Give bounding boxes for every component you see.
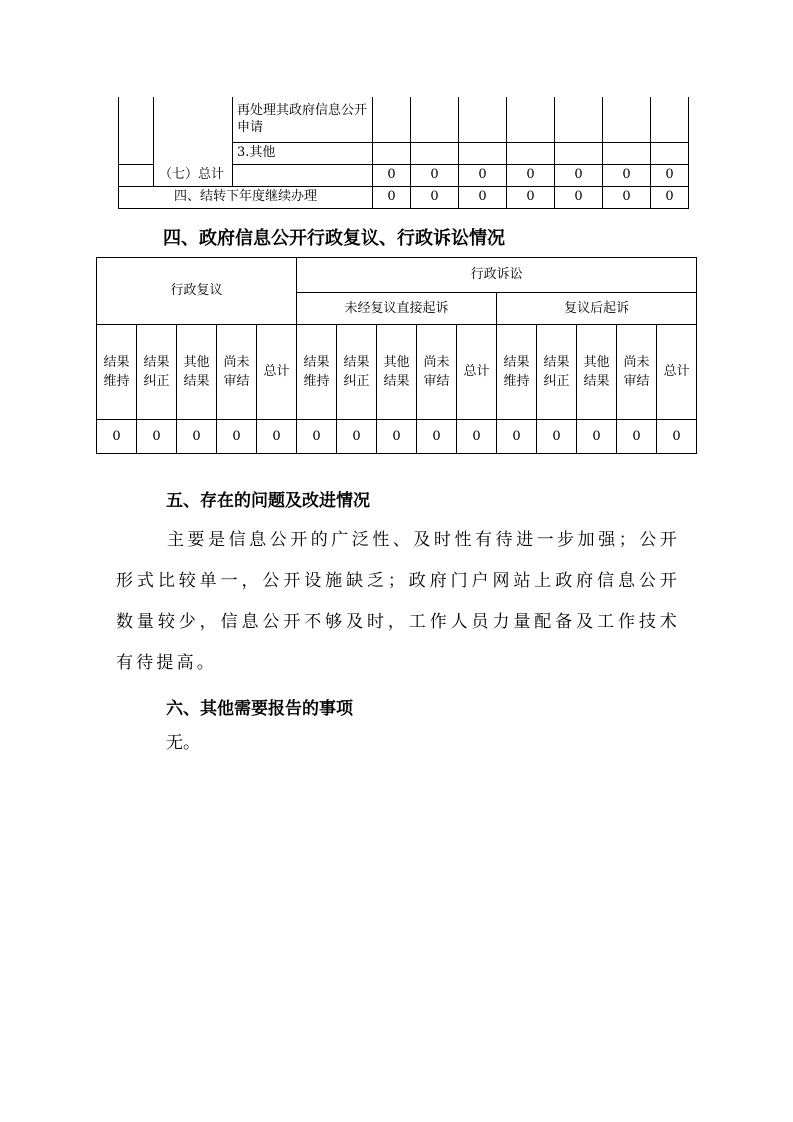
- table-cell-label: 3.其他: [233, 142, 373, 164]
- table-value: 0: [459, 164, 507, 186]
- column-header: 结果 纠正: [137, 325, 177, 420]
- column-header: 其他 结果: [177, 325, 217, 420]
- review-litigation-table: [96, 257, 697, 454]
- table-value: 0: [373, 186, 411, 208]
- table-value: 0: [603, 164, 651, 186]
- column-header: 尚未 审结: [617, 325, 657, 420]
- table-value: 0: [459, 186, 507, 208]
- section5-paragraph: 主要是信息公开的广泛性、及时性有待进一步加强；公开形式比较单一，公开设施缺乏；政府门户网站上政府信息公开数量较少，信息公开不够及时，工作人员力量配备及工作技术有待提高。: [116, 530, 680, 673]
- column-header: 总计: [257, 325, 297, 420]
- table-value: 0: [497, 420, 537, 454]
- section6-heading: 六、其他需要报告的事项: [166, 699, 353, 719]
- table-value: 0: [555, 164, 603, 186]
- table-cell: [411, 142, 459, 164]
- table-cell: [507, 97, 555, 142]
- table-value: 0: [297, 420, 337, 454]
- table-cell: [507, 142, 555, 164]
- table-cell: [459, 142, 507, 164]
- column-header: 其他 结果: [577, 325, 617, 420]
- table-value: 0: [411, 164, 459, 186]
- table-cell-label: 再处理其政府信息公开申请: [233, 97, 373, 142]
- after-review-suit-header: 复议后起诉: [497, 293, 697, 325]
- column-header: 结果 维持: [497, 325, 537, 420]
- table-value: 0: [377, 420, 417, 454]
- section4-heading: 四、政府信息公开行政复议、行政诉讼情况: [163, 228, 505, 249]
- table-value: 0: [417, 420, 457, 454]
- table-cell: [459, 97, 507, 142]
- table-row-values: [97, 420, 697, 454]
- table-value: 0: [651, 164, 689, 186]
- table-value: 0: [137, 420, 177, 454]
- section6-paragraph: 无。: [166, 733, 200, 753]
- direct-suit-header: 未经复议直接起诉: [297, 293, 497, 325]
- table-cell: [603, 97, 651, 142]
- column-header: 结果 维持: [297, 325, 337, 420]
- table-value: 0: [373, 164, 411, 186]
- table-value: 0: [651, 186, 689, 208]
- table-value: 0: [617, 420, 657, 454]
- column-header: 尚未 审结: [417, 325, 457, 420]
- column-header: 结果 维持: [97, 325, 137, 420]
- statistics-table-continued: [118, 97, 689, 209]
- table-value: 0: [97, 420, 137, 454]
- column-header: 结果 纠正: [337, 325, 377, 420]
- table-value: 0: [507, 164, 555, 186]
- admin-litigation-header: 行政诉讼: [297, 258, 697, 293]
- table-cell: [119, 97, 154, 164]
- table-row-total: [119, 164, 689, 186]
- table-cell: [651, 97, 689, 142]
- table-value: 0: [337, 420, 377, 454]
- table-cell: [373, 142, 411, 164]
- table-value: 0: [507, 186, 555, 208]
- table-cell: [411, 97, 459, 142]
- table-cell: [603, 142, 651, 164]
- column-header: 结果 纠正: [537, 325, 577, 420]
- column-header: 其他 结果: [377, 325, 417, 420]
- section5-heading: 五、存在的问题及改进情况: [166, 491, 370, 511]
- table-value: 0: [257, 420, 297, 454]
- carry-over-label: 四、结转下年度继续办理: [119, 186, 373, 208]
- table-row-carry-over: [119, 186, 689, 208]
- table-value: 0: [537, 420, 577, 454]
- table-value: 0: [577, 420, 617, 454]
- table-value: 0: [657, 420, 697, 454]
- table-value: 0: [217, 420, 257, 454]
- table-cell: [373, 97, 411, 142]
- table-cell: [555, 142, 603, 164]
- table-value: 0: [457, 420, 497, 454]
- column-header: 尚未 审结: [217, 325, 257, 420]
- table-value: 0: [411, 186, 459, 208]
- table-value: 0: [555, 186, 603, 208]
- column-header: 总计: [457, 325, 497, 420]
- table-cell: [651, 142, 689, 164]
- table-value: 0: [177, 420, 217, 454]
- table-cell: [555, 97, 603, 142]
- admin-review-header: 行政复议: [97, 258, 297, 325]
- column-header: 总计: [657, 325, 697, 420]
- total-label: （七）总计: [119, 164, 373, 186]
- table-value: 0: [603, 186, 651, 208]
